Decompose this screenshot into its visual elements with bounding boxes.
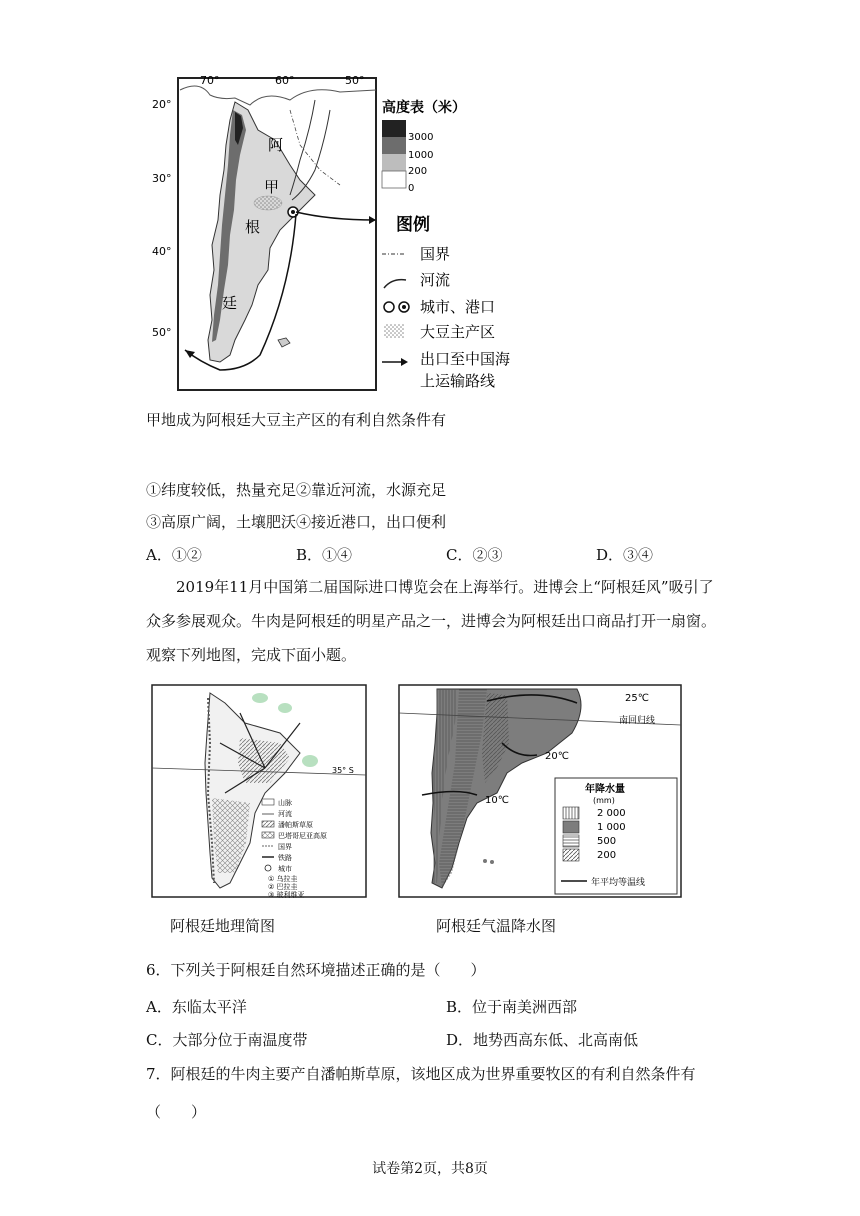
q6-choice-c: C．大部分位于南温度带	[146, 1031, 308, 1049]
country-char: 根	[245, 218, 261, 236]
precip-value: 500	[597, 836, 617, 847]
q6-choice-a: A．东临太平洋	[146, 998, 247, 1016]
isotherm-label: 25℃	[625, 693, 649, 704]
legend-item: 上运输路线	[420, 372, 496, 390]
tropic-label: 南回归线	[619, 716, 656, 726]
map3-caption: 阿根廷气温降水图	[436, 917, 557, 935]
choice-a: A．①②	[146, 546, 202, 564]
q6-stem: 6．下列关于阿根廷自然环境描述正确的是（ ）	[146, 961, 486, 979]
precip-value: 200	[597, 850, 617, 861]
q6-choice-d: D．地势西高东低、北高南低	[446, 1031, 639, 1049]
argentina-climate-map	[397, 683, 687, 901]
option-line: ③高原广阔，土壤肥沃④接近港口，出口便利	[146, 513, 447, 531]
precip-unit: (mm)	[593, 796, 615, 805]
lat-label: 50°	[152, 326, 172, 339]
argentina-geography-map	[150, 683, 370, 935]
lon-label: 70°	[200, 74, 220, 87]
legend-item: ① 乌拉圭	[268, 875, 298, 883]
legend-title: 图例	[396, 215, 430, 235]
elevation-value: 200	[408, 166, 428, 177]
legend-item: 出口至中国海	[420, 350, 511, 368]
precip-value: 1 000	[597, 822, 626, 833]
lat-label: 20°	[152, 98, 172, 111]
precip-value: 2 000	[597, 808, 626, 819]
q7-stem: 7．阿根廷的牛肉主要产自潘帕斯草原，该地区成为世界重要牧区的有利自然条件有	[146, 1065, 696, 1083]
passage: 2019年11月中国第二届国际进口博览会在上海举行。进博会上“阿根廷风”吸引了众多参展观众。牛肉是阿根廷的明星产品之一，进博会为阿根廷出口商品打开一扇窗。观察下列地图，完成下面小题。	[146, 578, 717, 664]
elevation-value: 1000	[408, 150, 434, 161]
elevation-value: 0	[408, 183, 415, 194]
legend-item: ③ 玻利维亚	[268, 891, 305, 899]
page-footer: 试卷第2页，共8页	[372, 1161, 488, 1177]
lat-label: 40°	[152, 245, 172, 258]
argentina-soybean-map	[140, 70, 580, 395]
lat-label: 30°	[152, 172, 172, 185]
isotherm-label: 10℃	[485, 795, 509, 806]
q7-paren: （ ）	[146, 1103, 207, 1121]
legend-item: 河流	[420, 271, 451, 289]
legend-item: ② 巴拉圭	[268, 883, 298, 891]
option-line: ①纬度较低，热量充足②靠近河流，水源充足	[146, 481, 447, 499]
precip-title: 年降水量	[585, 784, 625, 795]
lon-label: 50°	[345, 74, 365, 87]
choice-d: D．③④	[596, 546, 654, 564]
question-intro: 甲地成为阿根廷大豆主产区的有利自然条件有	[146, 411, 447, 429]
map2-caption: 阿根廷地理简图	[170, 917, 276, 935]
legend-item: 山脉	[278, 799, 292, 807]
choice-c: C．②③	[446, 546, 503, 564]
legend-item: 河流	[278, 810, 292, 818]
country-char: 阿	[268, 136, 284, 154]
legend-item: 城市、港口	[420, 298, 496, 316]
legend-item: 大豆主产区	[420, 323, 496, 341]
legend-item: 巴塔哥尼亚高原	[278, 832, 327, 840]
q6-choice-b: B．位于南美洲西部	[446, 998, 578, 1016]
isotherm-legend: 年平均等温线	[591, 878, 646, 888]
lat-35s-label: 35° S	[332, 766, 354, 775]
country-char: 廷	[222, 294, 238, 312]
legend-item: 国界	[420, 245, 451, 263]
legend-item: 国界	[278, 843, 292, 851]
place-label-jia: 甲	[264, 178, 280, 196]
legend-item: 潘帕斯草原	[278, 821, 313, 829]
legend-item: 城市	[278, 865, 292, 873]
legend-item: 铁路	[278, 854, 292, 862]
isotherm-label: 20℃	[545, 751, 569, 762]
lon-label: 60°	[275, 74, 295, 87]
elevation-value: 3000	[408, 132, 434, 143]
choice-b: B．①④	[296, 546, 353, 564]
elevation-title: 高度表（米）	[382, 100, 466, 116]
